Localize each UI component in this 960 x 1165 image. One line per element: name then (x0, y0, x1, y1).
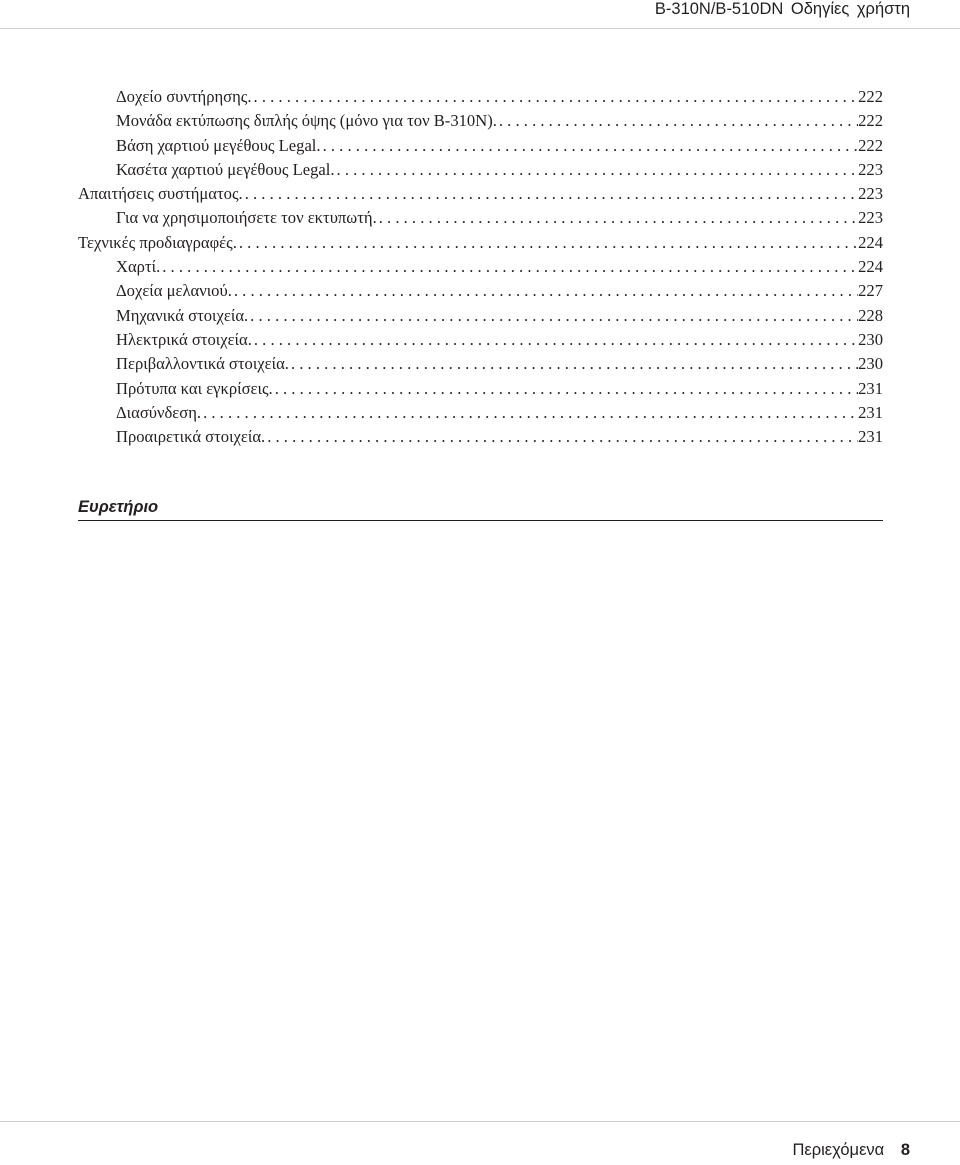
index-section-title[interactable]: Ευρετήριο (78, 498, 159, 516)
toc-entry-page[interactable]: 228 (858, 305, 883, 325)
toc-dot-leader (232, 279, 858, 303)
toc-entry-page[interactable]: 223 (858, 159, 883, 179)
toc-dot-leader (273, 377, 858, 401)
toc-entry-page[interactable]: 222 (858, 135, 883, 155)
toc-dot-leader (243, 182, 858, 206)
header-guide: Οδηγίες χρήστη (790, 0, 910, 18)
header-divider (0, 28, 960, 29)
toc-entry[interactable] (78, 352, 883, 376)
toc-entry-title[interactable]: Τεχνικές προδιαγραφές. (78, 232, 237, 252)
toc-entry-title[interactable]: Ηλεκτρικά στοιχεία. (116, 329, 252, 349)
toc-entry-page[interactable]: 222 (858, 111, 883, 131)
toc-entry[interactable] (78, 109, 883, 133)
toc-entry[interactable] (78, 377, 883, 401)
toc-dot-leader (265, 425, 858, 449)
footer-label: Περιεχόμενα (792, 1141, 885, 1159)
toc-dot-leader (377, 206, 858, 230)
toc-entry[interactable] (78, 401, 883, 425)
toc-entry-page[interactable]: 222 (858, 87, 883, 106)
toc-entry-page[interactable]: 224 (858, 257, 883, 277)
toc-entry-page[interactable]: 227 (858, 281, 883, 301)
toc-entry-title[interactable]: Για να χρησιμοποιήσετε τον εκτυπωτή. (116, 208, 377, 228)
footer-divider (0, 1121, 960, 1122)
toc-entry[interactable] (78, 255, 883, 279)
header-model: B-310N/B-510DN (654, 0, 784, 18)
toc-dot-leader (160, 255, 858, 279)
index-section (78, 498, 883, 521)
toc-entry-page[interactable]: 224 (858, 232, 883, 252)
toc-dot-leader (497, 109, 858, 133)
toc-entry[interactable] (78, 85, 883, 109)
toc-dot-leader (201, 401, 858, 425)
toc-entry-title[interactable]: Διασύνδεση. (116, 402, 202, 422)
toc-entry-title[interactable]: Απαιτήσεις συστήματος. (78, 184, 243, 204)
toc-entry-title[interactable]: Μηχανικά στοιχεία. (116, 305, 249, 325)
toc-entry[interactable] (78, 206, 883, 230)
toc-entry[interactable] (78, 425, 883, 449)
toc-entry[interactable] (78, 231, 883, 255)
toc-entry-page[interactable]: 231 (858, 427, 883, 447)
toc-entry[interactable] (78, 304, 883, 328)
toc-dot-leader (252, 85, 859, 109)
toc-dot-leader (289, 352, 858, 376)
toc-entry-title[interactable]: Προαιρετικά στοιχεία. (116, 427, 266, 447)
toc-entry-page[interactable]: 223 (858, 184, 883, 204)
toc-entry-title[interactable]: Περιβαλλοντικά στοιχεία. (116, 354, 289, 374)
toc-entry-title[interactable]: Χαρτί. (116, 257, 161, 277)
toc-entry-page[interactable]: 231 (858, 402, 883, 422)
toc-entry[interactable] (78, 134, 883, 158)
toc-entry-title[interactable]: Δοχεία μελανιού. (116, 281, 232, 301)
toc-dot-leader (335, 158, 859, 182)
toc-entry-page[interactable]: 223 (858, 208, 883, 228)
page-header (0, 0, 960, 24)
header-text (655, 0, 910, 19)
toc-dot-leader (237, 231, 858, 255)
toc-dot-leader (321, 134, 859, 158)
toc-entry-page[interactable]: 230 (858, 329, 883, 349)
table-of-contents (78, 85, 883, 449)
toc-entry-title[interactable]: Μονάδα εκτύπωσης διπλής όψης (μόνο για τον B-310N). (116, 111, 497, 131)
toc-entry[interactable] (78, 279, 883, 303)
toc-entry-title[interactable]: Πρότυπα και εγκρίσεις. (116, 378, 273, 398)
page-footer (792, 1141, 910, 1160)
toc-entry[interactable] (78, 158, 883, 182)
toc-entry-title[interactable]: Κασέτα χαρτιού μεγέθους Legal. (116, 159, 335, 179)
toc-dot-leader (252, 328, 858, 352)
toc-entry-title[interactable]: Δοχείο συντήρησης. (116, 87, 252, 106)
toc-entry-page[interactable]: 230 (858, 354, 883, 374)
toc-entry-page[interactable]: 231 (858, 378, 883, 398)
toc-dot-leader (248, 304, 858, 328)
toc-entry[interactable] (78, 182, 883, 206)
footer-page-number: 8 (900, 1141, 910, 1159)
toc-entry[interactable] (78, 328, 883, 352)
toc-entry-title[interactable]: Βάση χαρτιού μεγέθους Legal. (116, 135, 321, 155)
